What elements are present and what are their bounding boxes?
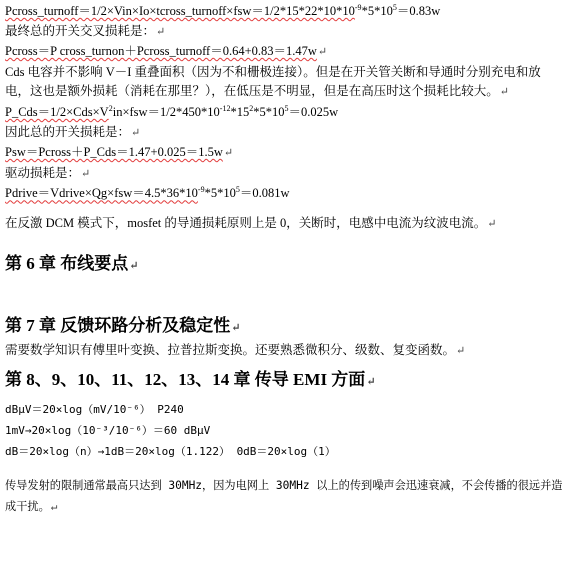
chapter-8-14-heading: 第 8、9、10、11、12、13、14 章 传导 EMI 方面↵ xyxy=(5,370,376,390)
final-switch-loss-label: 最终总的开关交叉损耗是：↵ xyxy=(5,23,166,38)
paragraph-mark: ↵ xyxy=(317,46,328,59)
chapter-6-heading: 第 6 章 布线要点↵ xyxy=(5,253,139,273)
drive-loss-label: 驱动损耗是：↵ xyxy=(5,165,91,180)
paragraph-mark: ↵ xyxy=(156,25,166,38)
cds-note-paragraph: Cds 电容并不影响 V－I 重叠面积（因为不和栅极连接）。但是在开关管关断和导通时分别充电和放电，这也是额外损耗（消耗在那里？），在低压是不明显，但是在高压时这个损耗比较大。↵ xyxy=(5,64,541,99)
paragraph-mark: ↵ xyxy=(456,344,466,357)
pcross-total-formula: Pcross＝P cross_turnon＋Pcross_turnoff＝0.64+0.83＝1.47w↵ xyxy=(5,44,328,59)
dcm-note: 在反激 DCM 模式下，mosfet 的导通损耗原则上是 0，关断时，电感中电流为纹波电流。↵ xyxy=(5,215,497,230)
paragraph-mark: ↵ xyxy=(50,499,58,513)
paragraph-mark: ↵ xyxy=(231,321,241,334)
emi-formula-line-2: 1mV→20×log（10⁻³/10⁻⁶）＝60 dBμV xyxy=(5,424,211,438)
paragraph-mark: ↵ xyxy=(129,259,139,272)
paragraph-mark: ↵ xyxy=(131,126,141,139)
pdrive-formula: $Pdrive=Vdrive\times Qg\times fsw=4.5*36*10^{-9}*5*10^5=0.081w$ xyxy=(5,185,290,201)
paragraph-mark: ↵ xyxy=(366,376,376,389)
pcross-turnoff-formula: $Pcross\_turnoff=1/2\times Vin\times Io\times tcross\_turnoff\times fsw=1/2*15*22*10*10^{-9}*5*10^5=0.83w$ xyxy=(5,3,441,18)
emi-closing-paragraph: 传导发射的限制通常最高只达到 30MHz，因为电网上 30MHz 以上的传到噪声会迅速衰减，不会传播的很远并造成干扰。↵ xyxy=(5,479,563,513)
chapter-7-note: 需要数学知识有傅里叶变换、拉普拉斯变换。还要熟悉微积分、级数、复变函数。↵ xyxy=(5,342,466,357)
paragraph-mark: ↵ xyxy=(223,147,234,160)
paragraph-mark: ↵ xyxy=(81,167,91,180)
emi-formula-line-1: dBμV＝20×log（mV/10⁻⁶） P240 xyxy=(5,403,184,417)
paragraph-mark: ↵ xyxy=(487,217,497,230)
emi-formula-line-3: dB＝20×log（n）→1dB＝20×log（1.122） 0dB＝20×log（1） xyxy=(5,445,336,459)
psw-formula: Psw＝Pcross＋P_Cds＝1.47+0.025＝1.5w↵ xyxy=(5,145,234,160)
chapter-7-heading: 第 7 章 反馈环路分析及稳定性↵ xyxy=(5,315,241,335)
total-switch-loss-label: 因此总的开关损耗是：↵ xyxy=(5,124,141,139)
p-cds-formula: $P\_Cds=1/2\times Cds\times V^2in\times fsw=1/2*450*10^{-12}*15^2*5*10^5=0.025w$ xyxy=(5,103,339,119)
paragraph-mark: ↵ xyxy=(499,86,509,99)
